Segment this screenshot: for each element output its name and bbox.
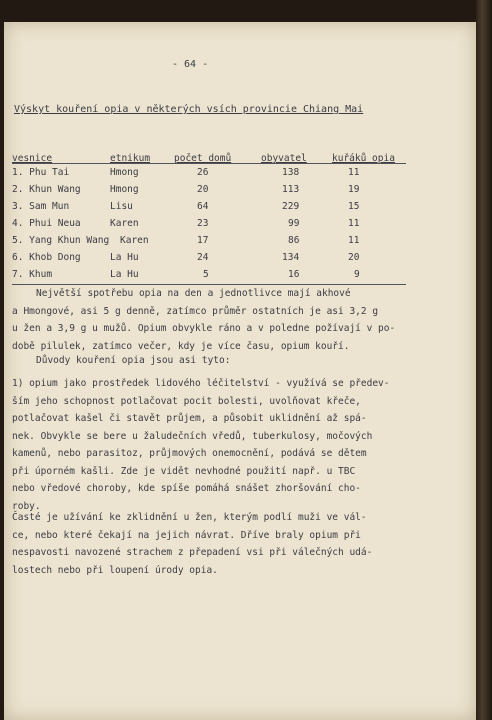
- table-cell: 24: [197, 252, 209, 263]
- paragraph-folk-medicine: [12, 375, 390, 515]
- text-line: Časté je užívání ke zklidnění u žen, kterým podlí muži ve vál-: [12, 512, 367, 523]
- col-header-inhabitants: obyvatel: [261, 153, 307, 164]
- text-line: Důvody kouření opia jsou asi tyto:: [36, 355, 231, 366]
- table-cell: 1. Phu Tai: [12, 167, 70, 178]
- text-line: nebo vředové choroby, kde spíše pomáhá snášet zhoršování cho-: [12, 483, 361, 494]
- table-cell: 19: [348, 184, 360, 195]
- table-cell: 6. Khob Dong: [12, 252, 81, 263]
- text-line: 1) opium jako prostředek lidového léčitelství - využívá se předev-: [12, 378, 390, 389]
- paragraph-women-usage: [12, 509, 372, 579]
- paragraph-reasons-intro: [36, 352, 230, 370]
- text-line: při úporném kašli. Zde je vidět nevhodné použití např. u TBC: [12, 465, 356, 477]
- table-cell: Hmong: [110, 167, 139, 178]
- col-header-smokers: kuřáků opia: [332, 153, 395, 164]
- col-header-ethnicity: etnikum: [110, 153, 151, 164]
- table-cell: La Hu: [110, 252, 139, 263]
- table-cell: 134: [282, 252, 300, 263]
- col-header-village: vesnice: [12, 153, 53, 164]
- text-line: době pilulek, zatímco večer, kdy je více času, opium kouří.: [12, 340, 350, 352]
- text-line: kamenů, nebo parasitoz, průjmových onemocnění, podává se dětem: [12, 448, 367, 459]
- table-cell: 11: [348, 218, 360, 229]
- table-cell: 11: [348, 235, 360, 246]
- text-line: ším jeho schopnost potlačovat pocit bolesti, uvolňovat křeče,: [12, 395, 361, 407]
- paragraph-consumption: [12, 285, 396, 355]
- table-cell: 11: [348, 167, 360, 178]
- table-cell: 16: [288, 269, 300, 280]
- table-cell: 15: [348, 201, 360, 212]
- table-cell: 5. Yang Khun Wang: [12, 235, 110, 246]
- col-header-houses: počet domů: [174, 153, 232, 164]
- table-cell: 23: [197, 218, 209, 229]
- table-cell: 113: [282, 184, 300, 195]
- page-number: - 64 -: [172, 59, 209, 70]
- table-cell: 229: [282, 201, 300, 212]
- table-title: Výskyt kouření opia v některých vsích provincie Chiang Mai: [14, 104, 364, 115]
- text-line: lostech nebo při loupení úrody opia.: [12, 564, 218, 576]
- table-cell: Hmong: [110, 184, 139, 195]
- table-cell: 2. Khun Wang: [12, 184, 81, 195]
- table-cell: 99: [288, 218, 300, 229]
- table-cell: Karen: [110, 218, 139, 229]
- table-cell: Karen: [120, 235, 149, 246]
- text-line: potlačovat kašel či stavět průjem, a působit uklidnění až spá-: [12, 413, 367, 424]
- table-cell: 3. Sam Mun: [12, 201, 70, 212]
- table-cell: 86: [288, 235, 300, 246]
- table-cell: Lisu: [110, 201, 133, 212]
- table-cell: La Hu: [110, 269, 139, 280]
- book-spine-edge: [476, 0, 492, 720]
- text-line: nek. Obvykle se bere u žaludečních vředů, tuberkulosy, močových: [12, 430, 373, 442]
- table-cell: 138: [282, 167, 300, 178]
- table-rule-top: [12, 163, 406, 164]
- table-cell: 20: [197, 184, 209, 195]
- text-line: ce, nebo které čekají na jejich návrat. Dříve braly opium při: [12, 529, 361, 541]
- text-line: roby.: [12, 500, 41, 512]
- table-cell: 26: [197, 167, 209, 178]
- table-cell: 17: [197, 235, 209, 246]
- table-cell: 7. Khum: [12, 269, 53, 280]
- table-cell: 5: [203, 269, 209, 280]
- table-cell: 4. Phui Neua: [12, 218, 81, 229]
- text-line: a Hmongové, asi 5 g denně, zatímco průměr ostatních je asi 3,2 g: [12, 305, 379, 317]
- table-cell: 64: [197, 201, 209, 212]
- text-line: nespavosti navozené strachem z přepadení vsi při válečných udá-: [12, 547, 373, 558]
- table-cell: 9: [354, 269, 360, 280]
- text-line: Největší spotřebu opia na den a jednotlivce mají akhové: [36, 288, 351, 299]
- table-cell: 20: [348, 252, 360, 263]
- text-line: u žen a 3,9 g u mužů. Opium obvykle ráno a v poledne požívají v po-: [12, 323, 396, 334]
- document-page: [4, 22, 476, 720]
